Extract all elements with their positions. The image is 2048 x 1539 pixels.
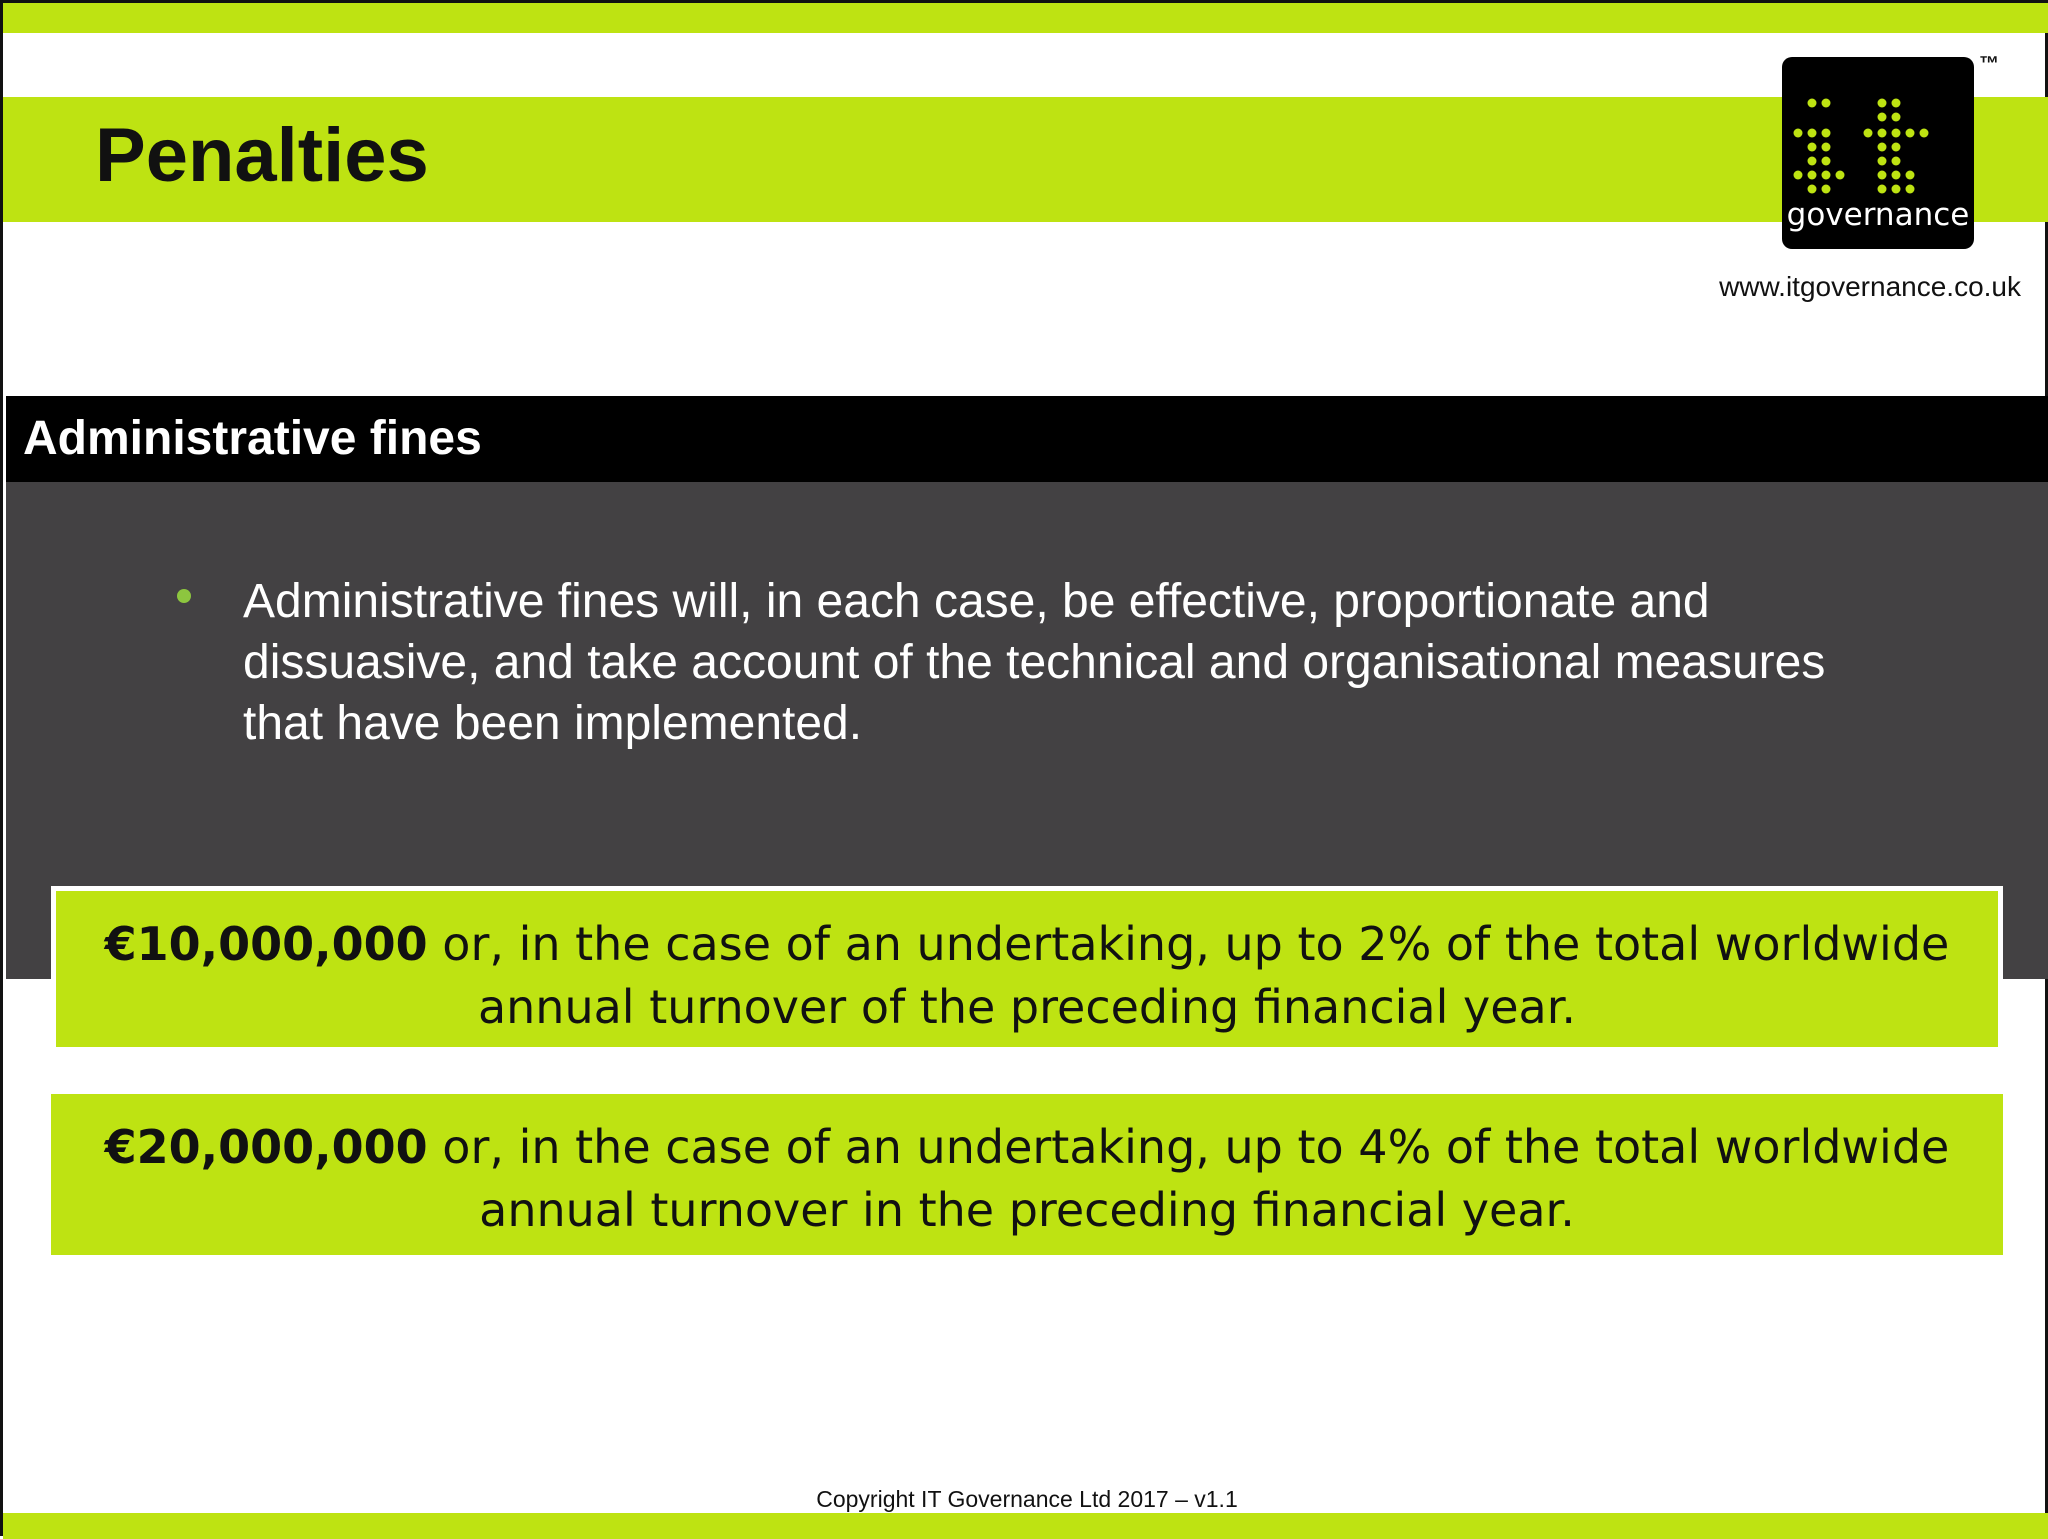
dotted-it-mark-icon [1782, 57, 1974, 197]
page-title: Penalties [95, 113, 429, 198]
logo-wordmark: governance [1786, 197, 1970, 233]
top-accent-band [3, 3, 2048, 33]
copyright-footer: Copyright IT Governance Ltd 2017 – v1.1 [816, 1486, 1238, 1512]
website-url: www.itgovernance.co.uk [1719, 271, 2021, 302]
fine-amount: €10,000,000 [104, 917, 428, 971]
bullet-text: Administrative fines will, in each case, be effective, proportionate and dissuasive, and take account of the technical and organisational measures that have been implemented. [243, 575, 1826, 750]
fine-tier-1 [51, 886, 2003, 1052]
it-governance-logo [1782, 57, 1974, 249]
fine-description: or, in the case of an undertaking, up to 2% of the total worldwide annual turnover of the preceding financial year. [427, 917, 1950, 1034]
fine-amount: €20,000,000 [104, 1120, 428, 1174]
fine-description: or, in the case of an undertaking, up to 4% of the total worldwide annual turnover in the preceding financial year. [427, 1120, 1950, 1237]
trademark-symbol: ™ [1979, 53, 1999, 75]
bullet-icon [177, 589, 191, 603]
fine-tier-2 [51, 1094, 2003, 1255]
section-title: Administrative fines [23, 412, 482, 465]
bottom-accent-band [3, 1513, 2048, 1539]
